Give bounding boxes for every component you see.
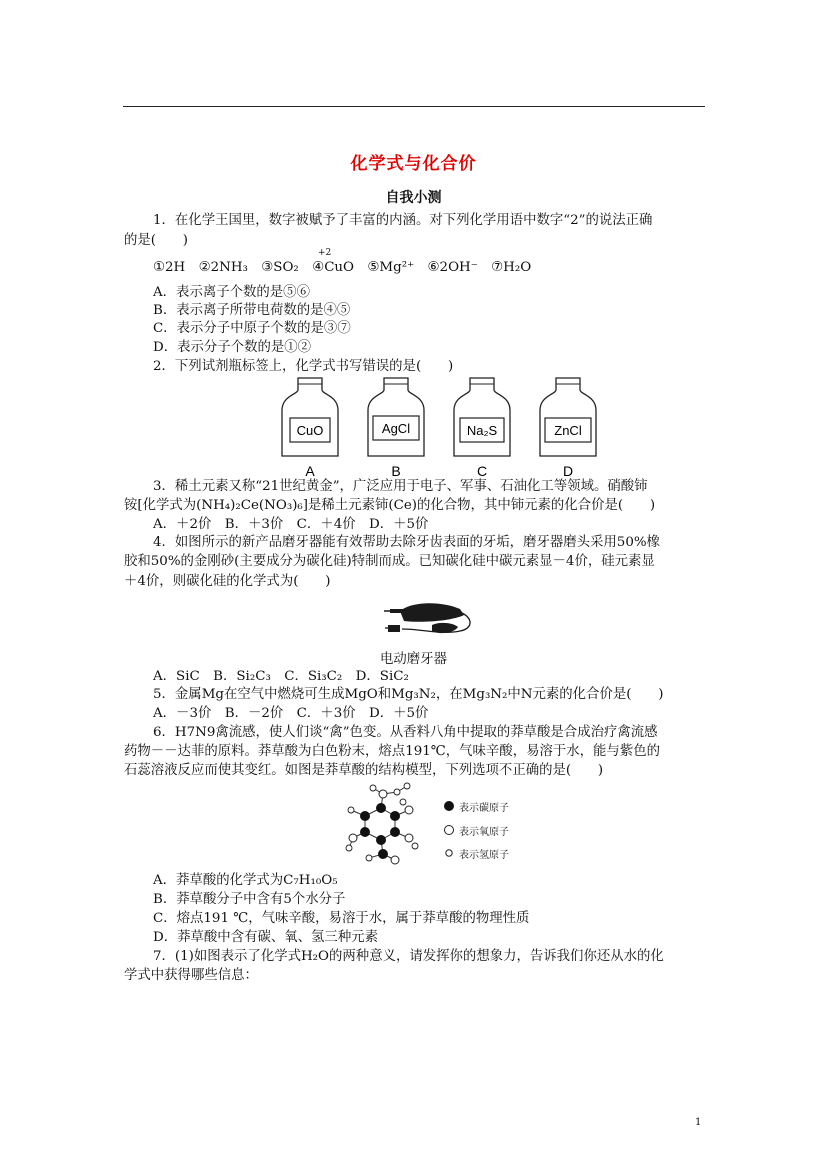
bottle-a: [282, 378, 338, 479]
q6-line3: 石蕊溶液反应而使其变红。如图是莽草酸的结构模型，下列选项不正确的是( ): [124, 763, 604, 778]
q1-oxidation-mark: +2: [318, 248, 332, 258]
bottle-c-label: Na₂S: [466, 423, 498, 438]
q7-line2: 学式中获得哪些信息：: [124, 968, 258, 983]
q1-option-a: A．表示离子个数的是⑤⑥: [153, 285, 310, 300]
bottle-b: [368, 378, 424, 479]
q4-options: A．SiC B．Si₂C₃ C．Si₃C₂ D．SiC₂: [153, 669, 409, 684]
q3-line1: 3．稀土元素又称“21世纪黄金”，广泛应用于电子、军事、石油化工等领域。硝酸铈: [153, 479, 648, 494]
oxygen-atom-icon: [443, 824, 455, 836]
q6-line2: 药物－－达菲的原料。莽草酸为白色粉末，熔点191℃，气味辛酸，易溶于水，能与紫色的: [124, 744, 660, 759]
q5-line1: 5．金属Mg在空气中燃烧可生成MgO和Mg₃N₂，在Mg₃N₂中N元素的化合价是( ): [153, 687, 664, 702]
page-number: 1: [695, 1117, 702, 1128]
reagent-bottles-figure: [270, 376, 600, 481]
q1-line2: 的是( ): [124, 233, 189, 248]
bottle-b-letter: B: [391, 463, 401, 479]
q6-option-a: A．莽草酸的化学式为C₇H₁₀O₅: [153, 873, 338, 888]
q4-line1: 4．如图所示的新产品磨牙器能有效帮助去除牙齿表面的牙垢，磨牙器磨头采用50%橡: [153, 535, 660, 550]
q1-option-c: C．表示分子中原子个数的是③⑦: [153, 321, 351, 336]
bottle-d-label: ZnCl: [554, 423, 582, 438]
q3-line2: 铵[化学式为(NH₄)₂Ce(NO₃)₆]是稀土元素铈(Ce)的化合物，其中铈元素的化合价是( ): [124, 498, 656, 513]
tooth-grinder-image: [382, 595, 477, 643]
legend-oxygen: 表示氧原子: [459, 827, 509, 838]
header-rule: [123, 106, 705, 107]
q4-line3: ＋4价，则碳化硅的化学式为( ): [124, 574, 331, 589]
q3-options: A．＋2价 B．＋3价 C．＋4价 D．＋5价: [153, 517, 429, 532]
shikimic-acid-model: [345, 780, 425, 868]
q1-option-b: B．表示离子所带电荷数的是④⑤: [153, 303, 351, 318]
bottle-c: [454, 378, 510, 479]
bottle-c-letter: C: [476, 463, 488, 479]
q7-line1: 7．(1)如图表示了化学式H₂O的两种意义，请发挥你的想象力，告诉我们你还从水的化: [153, 949, 664, 964]
q1-items: ①2H ②2NH₃ ③SO₂ ④CuO ⑤Mg²⁺ ⑥2OH⁻ ⑦H₂O: [153, 260, 532, 275]
legend-hydrogen: 表示氢原子: [459, 850, 509, 861]
q6-line1: 6．H7N9禽流感，使人们谈“禽”色变。从香料八角中提取的莽草酸是合成治疗禽流感: [153, 725, 658, 740]
legend-carbon: 表示碳原子: [459, 803, 509, 814]
q4-figure-caption: 电动磨牙器: [380, 652, 447, 667]
q2-line1: 2．下列试剂瓶标签上，化学式书写错误的是( ): [153, 359, 454, 374]
bottle-a-letter: A: [305, 463, 315, 479]
bottle-d-letter: D: [562, 463, 574, 479]
q1-option-d: D．表示分子个数的是①②: [153, 340, 312, 355]
q6-option-b: B．莽草酸分子中含有5个水分子: [153, 892, 346, 907]
q6-option-c: C．熔点191 ℃，气味辛酸，易溶于水，属于莽草酸的物理性质: [153, 911, 530, 926]
q6-option-d: D．莽草酸中含有碳、氧、氢三种元素: [153, 930, 378, 945]
bottle-d: [540, 378, 596, 479]
bottle-a-label: CuO: [296, 423, 324, 438]
q1-line1: 1．在化学王国里，数字被赋予了丰富的内涵。对下列化学用语中数字“2”的说法正确: [153, 213, 653, 228]
hydrogen-atom-icon: [444, 848, 454, 858]
q4-line2: 胶和50%的金刚砂(主要成分为碳化硅)特制而成。已知碳化硅中碳元素显－4价，硅元素显: [124, 554, 655, 569]
section-subtitle: 自我小测: [385, 190, 442, 206]
page-title: 化学式与化合价: [350, 154, 477, 174]
q5-options: A．－3价 B．－2价 C．＋3价 D．＋5价: [153, 706, 429, 721]
bottle-b-label: AgCl: [381, 421, 411, 436]
carbon-atom-icon: [443, 800, 455, 812]
